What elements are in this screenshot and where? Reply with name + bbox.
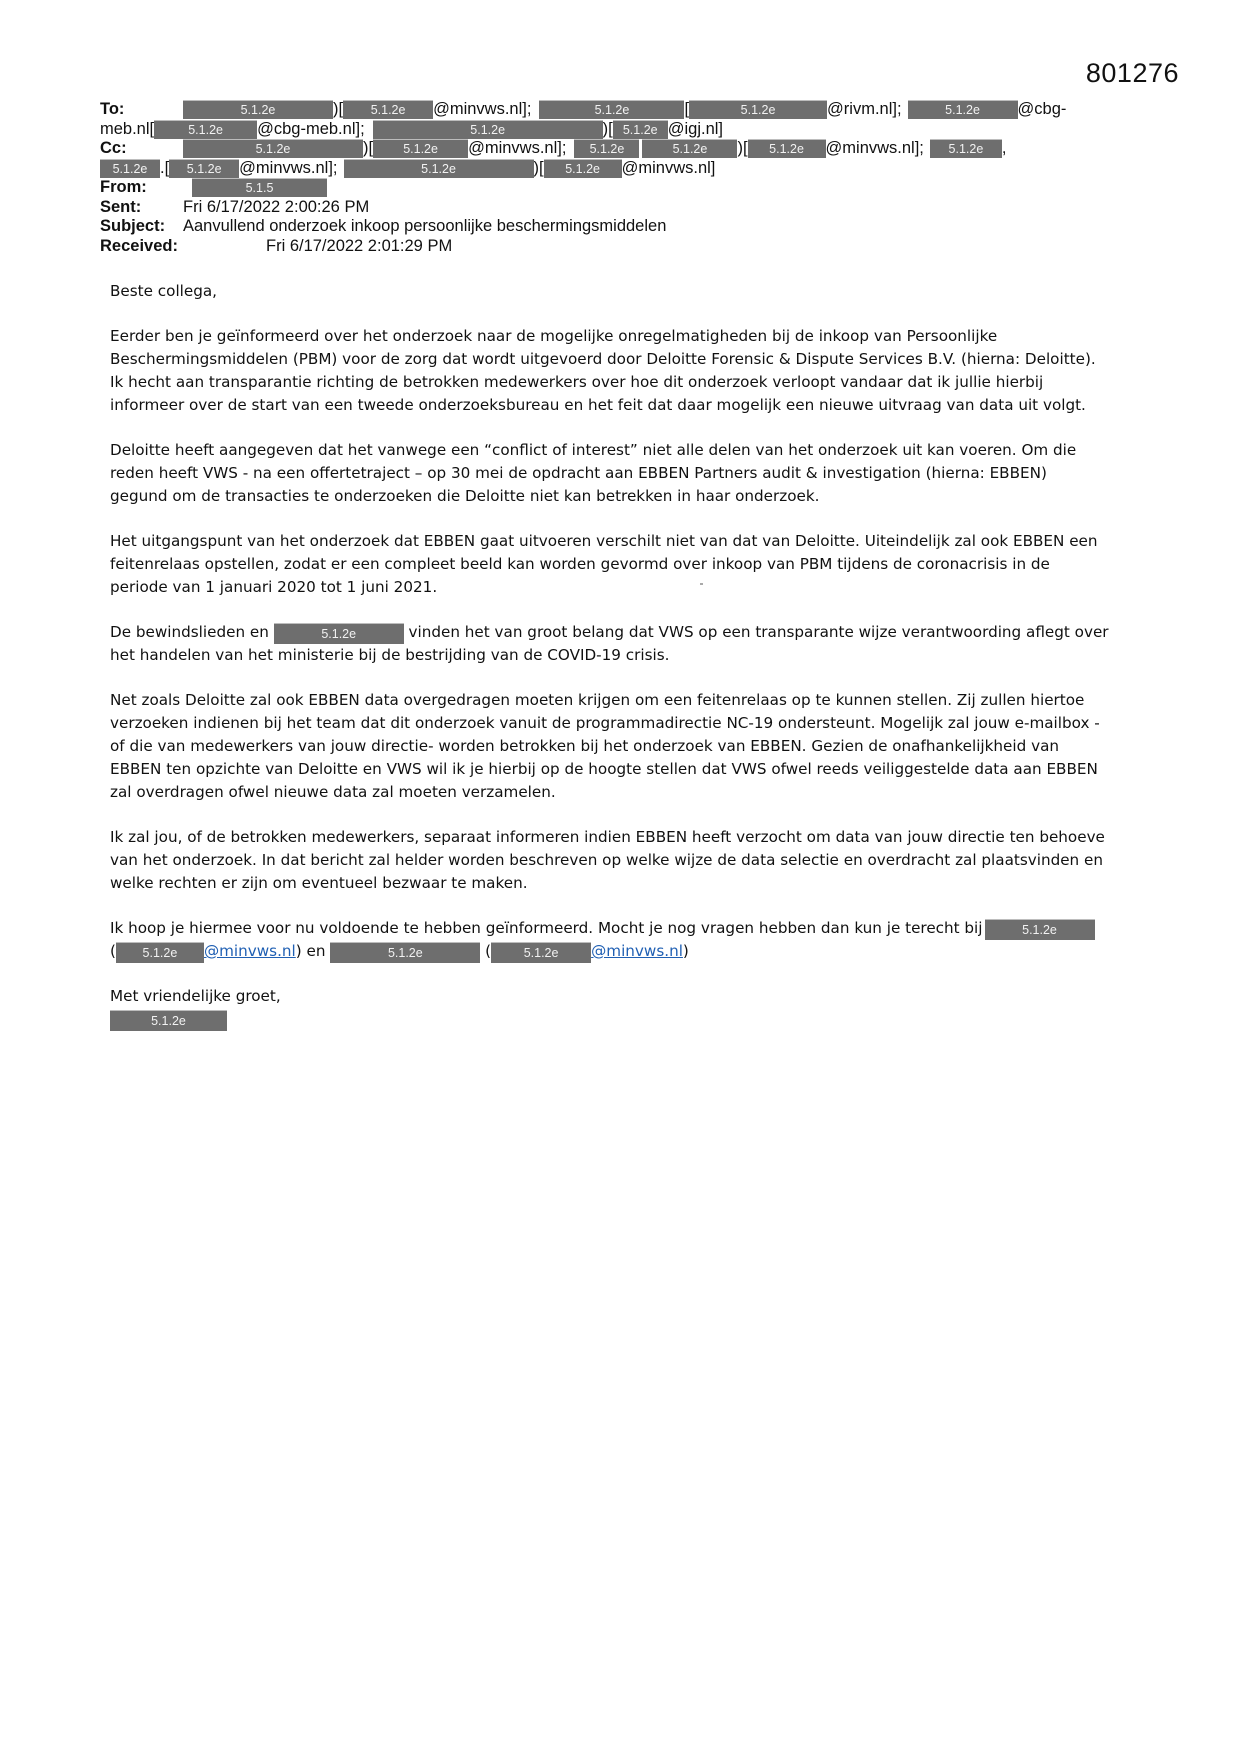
- paren: (: [485, 942, 492, 960]
- to-address-rivm: @rivm.nl];: [827, 100, 902, 118]
- to-separator: )[: [602, 119, 613, 138]
- redaction: 5.1.2e: [908, 100, 1018, 119]
- text-line: Deloitte heeft aangegeven dat het vanwege een “conflict of interest” niet alle delen van het onderzoek uit kan voeren. Om die: [110, 441, 1077, 459]
- text-line: het handelen van het ministerie bij de bestrijding van de COVID-19 crisis.: [110, 646, 670, 664]
- text-line: verzoeken indienen bij het team dat dit onderzoek vanuit de programmadirectie NC-19 ondersteunt. Mogelijk zal jouw e-mailbox -: [110, 714, 1100, 732]
- email-link-2[interactable]: @minvws.nl: [591, 942, 683, 960]
- text-line: Ik zal jou, of de betrokken medewerkers, separaat informeren indien EBBEN heeft verzocht om data van jouw directie ten behoeve: [110, 828, 1105, 846]
- closing: [110, 985, 1140, 1031]
- sent-value: Fri 6/17/2022 2:00:26 PM: [183, 197, 370, 216]
- text-line: gegund om de transacties te onderzoeken die Deloitte niet kan betrekken in haar onderzoek.: [110, 487, 820, 505]
- document-number: 801276: [1085, 58, 1179, 88]
- text-segment: vinden het van groot belang dat VWS op een transparante wijze verantwoording aflegt over: [408, 623, 1109, 641]
- text-line: Het uitgangspunt van het onderzoek dat EBBEN gaat uitvoeren verschilt niet van dat van Deloitte. Uiteindelijk zal ook EBBEN een: [110, 532, 1098, 550]
- text-line: periode van 1 januari 2020 tot 1 juni 2021.: [110, 578, 438, 596]
- text-line: Net zoals Deloitte zal ook EBBEN data overgedragen moeten krijgen om een feitenrelaas op te kunnen stellen. Zij zullen hiertoe: [110, 691, 1085, 709]
- to-address-cbg-cont: meb.nl[: [100, 119, 155, 138]
- signature-redaction: 5.1.2e: [110, 1010, 227, 1031]
- sent-line: [100, 198, 1120, 218]
- to-line-1: [100, 100, 1120, 120]
- redaction: 5.1.2e: [373, 139, 468, 158]
- redaction: 5.1.2e: [574, 139, 639, 158]
- redaction: 5.1.2e: [154, 120, 257, 139]
- text-line: EBBEN ten opzichte van Deloitte en VWS wil ik je hierbij op de hoogte stellen dat VWS ofwel reeds veiliggestelde data aan EBBEN: [110, 760, 1098, 778]
- paragraph-5: [110, 689, 1140, 804]
- to-line-2: [100, 120, 1120, 140]
- text-line: informeer over de start van een tweede onderzoeksbureau en het feit dat daar mogelijk een nieuwe uitvraag van data uit volgt.: [110, 396, 1086, 414]
- received-label: Received:: [100, 236, 178, 255]
- redaction: 5.1.2e: [183, 139, 363, 158]
- subject-value: Aanvullend onderzoek inkoop persoonlijke beschermingsmiddelen: [183, 217, 667, 235]
- redaction: 5.1.2e: [330, 942, 480, 963]
- text-line: Eerder ben je geïnformeerd over het onderzoek naar de mogelijke onregelmatigheden bij de inkoop van Persoonlijke: [110, 327, 998, 345]
- redaction: 5.1.2e: [116, 942, 204, 963]
- text-line: van het onderzoek. In dat bericht zal helder worden beschreven op welke wijze de data selectie en overdracht zal plaatsvinden en: [110, 851, 1103, 869]
- redaction: 5.1.2e: [274, 623, 404, 644]
- redaction: 5.1.2e: [100, 159, 160, 178]
- redaction: 5.1.2e: [539, 100, 684, 119]
- text-line: Beschermingsmiddelen (PBM) voor de zorg dat wordt uitgevoerd door Deloitte Forensic & Dispute Services B.V. (hierna: Deloitte).: [110, 350, 1096, 368]
- sent-label: Sent:: [100, 197, 142, 216]
- cc-address-minvws-2: @minvws.nl];: [825, 139, 924, 157]
- to-separator: )[: [333, 100, 344, 118]
- redaction: 5.1.2e: [343, 100, 433, 119]
- received-line: [100, 237, 1120, 257]
- cc-separator: )[: [363, 139, 374, 157]
- scan-speck: [700, 583, 703, 585]
- from-line: [100, 178, 1120, 198]
- cc-separator: ,: [1001, 139, 1007, 157]
- text-line: reden heeft VWS - na een offertetraject – op 30 mei de opdracht aan EBBEN Partners audit & investigation (hierna: EBBEN): [110, 464, 1047, 482]
- to-separator: [: [684, 100, 690, 118]
- paren: ): [682, 942, 689, 960]
- paragraph-4: [110, 621, 1140, 667]
- cc-label: Cc:: [100, 139, 127, 157]
- cc-separator: )[: [533, 158, 544, 177]
- text-segment: Ik hoop je hiermee voor nu voldoende te hebben geïnformeerd. Mocht je nog vragen hebben dan kun je terecht bij: [110, 919, 983, 937]
- subject-label: Subject:: [100, 217, 166, 235]
- to-address-minvws: @minvws.nl];: [433, 100, 532, 118]
- paren: (: [110, 942, 116, 960]
- redaction: 5.1.2e: [373, 120, 603, 139]
- paragraph-6: [110, 826, 1140, 895]
- redaction: 5.1.2e: [613, 120, 668, 139]
- closing-text: Met vriendelijke groet,: [110, 987, 281, 1005]
- text-line: Ik hecht aan transparantie richting de betrokken medewerkers over hoe dit onderzoek verloopt vandaar dat ik jullie hierbij: [110, 373, 1044, 391]
- subject-line: [100, 217, 1120, 237]
- to-label: To:: [100, 100, 125, 118]
- cc-separator: .[: [160, 158, 170, 177]
- to-address-cbg: @cbg-: [1017, 100, 1067, 118]
- email-body: [110, 280, 1140, 1031]
- received-value: Fri 6/17/2022 2:01:29 PM: [266, 236, 453, 255]
- cc-line-2: [100, 159, 1120, 179]
- text-line: welke rechten er zijn om eventueel bezwaar te maken.: [110, 874, 528, 892]
- redaction: 5.1.2e: [930, 139, 1002, 158]
- redaction: 5.1.2e: [689, 100, 827, 119]
- text-line: feitenrelaas opstellen, zodat er een compleet beeld kan worden gevormd over inkoop van PBM tijdens de coronacrisis in de: [110, 555, 1050, 573]
- email-header: [100, 100, 1120, 256]
- cc-address-minvws: @minvws.nl];: [468, 139, 567, 157]
- redaction: 5.1.2e: [985, 919, 1095, 940]
- redaction: 5.1.2e: [748, 139, 826, 158]
- redaction: 5.1.2e: [491, 942, 591, 963]
- to-address-igj: @igj.nl]: [667, 119, 724, 138]
- cc-line-1: [100, 139, 1120, 159]
- greeting-text: Beste collega,: [110, 282, 218, 300]
- paragraph-3: [110, 530, 1140, 599]
- text-segment: De bewindslieden en: [110, 623, 269, 641]
- greeting: [110, 280, 1140, 303]
- cc-separator: )[: [737, 139, 748, 157]
- cc-address-minvws-4: @minvws.nl]: [621, 158, 716, 177]
- text-segment: ) en: [295, 942, 326, 960]
- paragraph-1: [110, 325, 1140, 417]
- cc-address-minvws-3: @minvws.nl];: [239, 158, 338, 177]
- paragraph-7: [110, 917, 1140, 963]
- email-link-1[interactable]: @minvws.nl: [203, 942, 296, 960]
- redaction: 5.1.2e: [183, 100, 333, 119]
- redaction: 5.1.2e: [544, 159, 622, 178]
- redaction: 5.1.2e: [169, 159, 239, 178]
- from-label: From:: [100, 178, 147, 196]
- paragraph-2: [110, 439, 1140, 508]
- redaction: 5.1.2e: [642, 139, 737, 158]
- redaction: 5.1.2e: [344, 159, 534, 178]
- text-line: of die van medewerkers van jouw directie- worden betrokken bij het onderzoek van EBBEN. Gezien de onafhankelijkheid van: [110, 737, 1060, 755]
- text-line: zal overdragen ofwel nieuwe data zal moeten verzamelen.: [110, 783, 556, 801]
- to-address-cbg-2: @cbg-meb.nl];: [257, 119, 365, 138]
- redaction: 5.1.5: [192, 178, 327, 197]
